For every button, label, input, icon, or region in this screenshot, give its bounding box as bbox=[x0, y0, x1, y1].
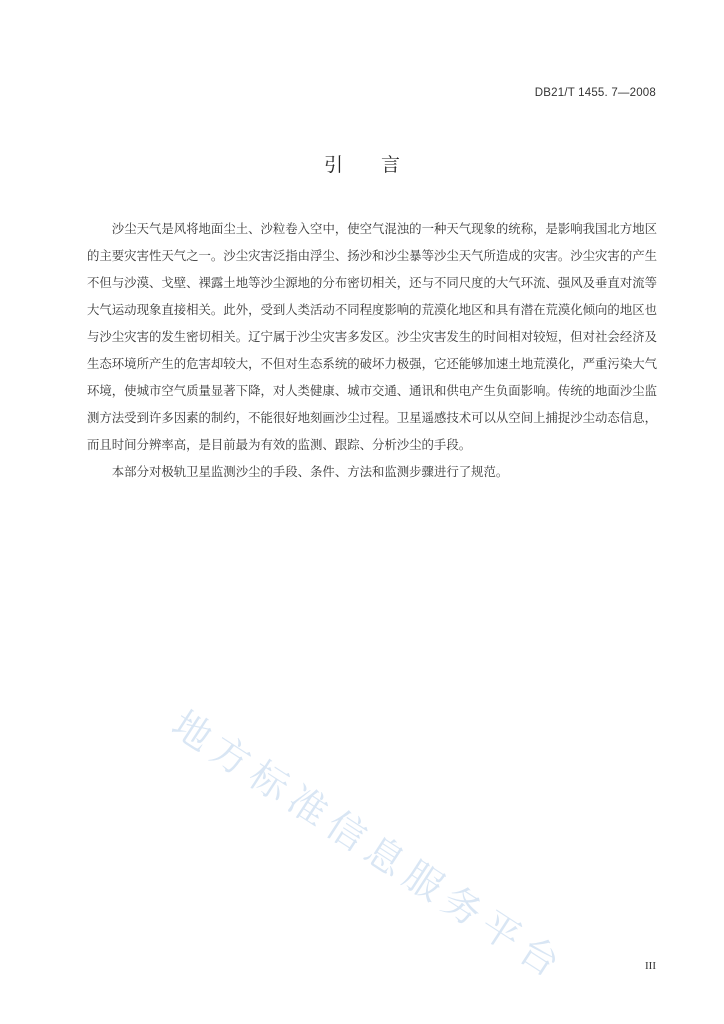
page-title bbox=[0, 150, 724, 177]
paragraph-2: 本部分对极轨卫星监测沙尘的手段、条件、方法和监测步骤进行了规范。 bbox=[111, 464, 509, 479]
title-char-1: 引 bbox=[323, 154, 343, 176]
introduction-body bbox=[87, 215, 657, 485]
title-char-2: 言 bbox=[381, 154, 401, 176]
paragraph-1: 沙尘天气是风将地面尘土、沙粒卷入空中，使空气混浊的一种天气现象的统称，是影响我国北方地区的主要灾害性天气之一。沙尘灾害泛指由浮尘、扬沙和沙尘暴等沙尘天气所造成的灾害。沙尘灾害的产生不但与沙漠、戈壁、裸露土地等沙尘源地的分布密切相关，还与不同尺度的大气环流、强风及垂直对流等大气运动现象直接相关。此外，受到人类活动不同程度影响的荒漠化地区和具有潜在荒漠化倾向的地区也与沙尘灾害的发生密切相关。辽宁属于沙尘灾害多发区。沙尘灾害发生的时间相对较短，但对社会经济及生态环境所产生的危害却较大，不但对生态系统的破坏力极强，它还能够加速土地荒漠化，严重污染大气环境，使城市空气质量显著下降，对人类健康、城市交通、通讯和供电产生负面影响。传统的地面沙尘监测方法受到许多因素的制约，不能很好地刻画沙尘过程。卫星遥感技术可以从空间上捕捉沙尘动态信息，而且时间分辨率高，是目前最为有效的监测、跟踪、分析沙尘的手段。 bbox=[87, 221, 657, 452]
document-code: DB21/T 1455. 7—2008 bbox=[534, 87, 656, 99]
page-number: III bbox=[645, 960, 656, 972]
watermark: 地方标准信息服务平台 bbox=[164, 701, 574, 990]
